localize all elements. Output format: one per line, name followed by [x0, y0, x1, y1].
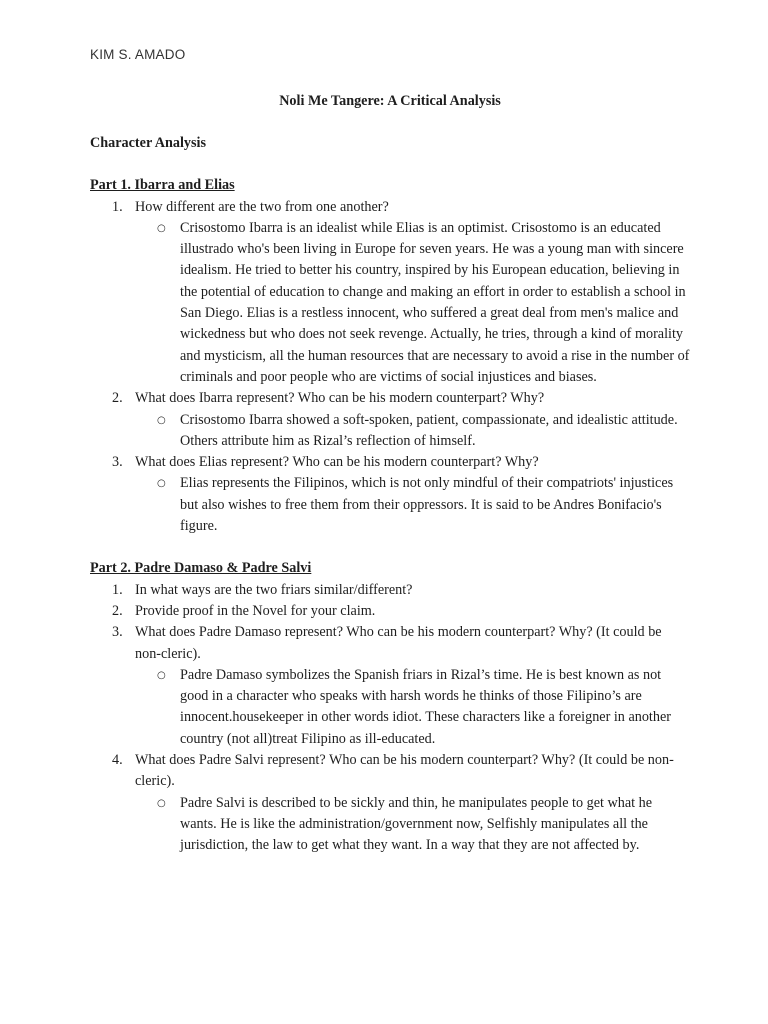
- question-text: How different are the two from one another?: [135, 198, 389, 215]
- answer-item: [90, 218, 690, 388]
- question-item: [90, 197, 690, 218]
- answer-item: [90, 473, 690, 537]
- answer-text: Padre Damaso symbolizes the Spanish friars in Rizal’s time. He is best known as not good in a character who speaks with harsh words he thinks of those Filipino’s are innocent.housekeeper in other words idiot. These characters like a foreigner in another country (not all)treat Filipino as ill-educated.: [180, 666, 671, 747]
- question-item: [90, 452, 690, 473]
- document-body: [90, 91, 690, 857]
- answer-text: Crisostomo Ibarra showed a soft-spoken, patient, compassionate, and idealistic attitude. Others attribute him as Rizal’s reflection of himself.: [180, 411, 678, 449]
- question-number: 3.: [112, 454, 123, 471]
- question-text: What does Padre Salvi represent? Who can be his modern counterpart? Why? (It could be non-cleric).: [135, 752, 674, 790]
- question-text: What does Elias represent? Who can be his modern counterpart? Why?: [135, 454, 539, 471]
- question-number: 1.: [112, 198, 123, 215]
- part-1-heading: Part 1. Ibarra and Elias: [90, 177, 235, 194]
- question-number: 2.: [112, 602, 123, 619]
- answer-item: [90, 410, 690, 453]
- question-item: [90, 750, 690, 793]
- question-number: 1.: [112, 581, 123, 598]
- answer-text: Elias represents the Filipinos, which is not only mindful of their compatriots' injustices but also wishes to free them from their oppressors. It is said to be Andres Bonifacio's figure.: [180, 475, 674, 535]
- answer-item: [90, 793, 690, 857]
- hollow-circle-bullet-icon: ○: [157, 478, 166, 490]
- hollow-circle-bullet-icon: ○: [157, 414, 166, 426]
- question-number: 4.: [112, 752, 123, 769]
- hollow-circle-bullet-icon: ○: [157, 669, 166, 681]
- document-title: Noli Me Tangere: A Critical Analysis: [279, 93, 501, 109]
- hollow-circle-bullet-icon: ○: [157, 797, 166, 809]
- question-number: 2.: [112, 390, 123, 407]
- question-item: [90, 388, 690, 409]
- answer-text: Padre Salvi is described to be sickly and thin, he manipulates people to get what he wants. He is like the administration/government now, Selfishly manipulates all the jurisdiction, the law to get what they want. In a way that they are not affected by.: [180, 794, 653, 854]
- section-heading: Character Analysis: [90, 135, 206, 151]
- answer-text: Crisostomo Ibarra is an idealist while Elias is an optimist. Crisostomo is an educated illustrado who's been living in Europe for seven years. He was a young man with sincere idealism. He tried to better his country, inspired by his European education, believing in the potential of education to change and making an effort in order to establish a school in San Diego. Elias is a restless innocent, who suffered a great deal from men's malice and wickedness but who does not seek revenge. Actually, he tries, through a kind of morality and mysticism, all the human resources that are necessary to avoid a rise in the number of criminals and poor people who are victims of social injustices and biases.: [180, 219, 690, 385]
- question-text: In what ways are the two friars similar/different?: [135, 581, 413, 598]
- question-number: 3.: [112, 624, 123, 641]
- question-item: [90, 601, 690, 622]
- question-item: [90, 622, 690, 665]
- answer-item: [90, 665, 690, 750]
- hollow-circle-bullet-icon: ○: [157, 222, 166, 234]
- question-text: Provide proof in the Novel for your claim.: [135, 602, 376, 619]
- part-2-heading: Part 2. Padre Damaso & Padre Salvi: [90, 560, 312, 577]
- author-name: KIM S. AMADO: [90, 47, 186, 62]
- question-text: What does Padre Damaso represent? Who can be his modern counterpart? Why? (It could be non-cleric).: [135, 624, 662, 662]
- question-text: What does Ibarra represent? Who can be his modern counterpart? Why?: [135, 390, 545, 407]
- question-item: [90, 580, 690, 601]
